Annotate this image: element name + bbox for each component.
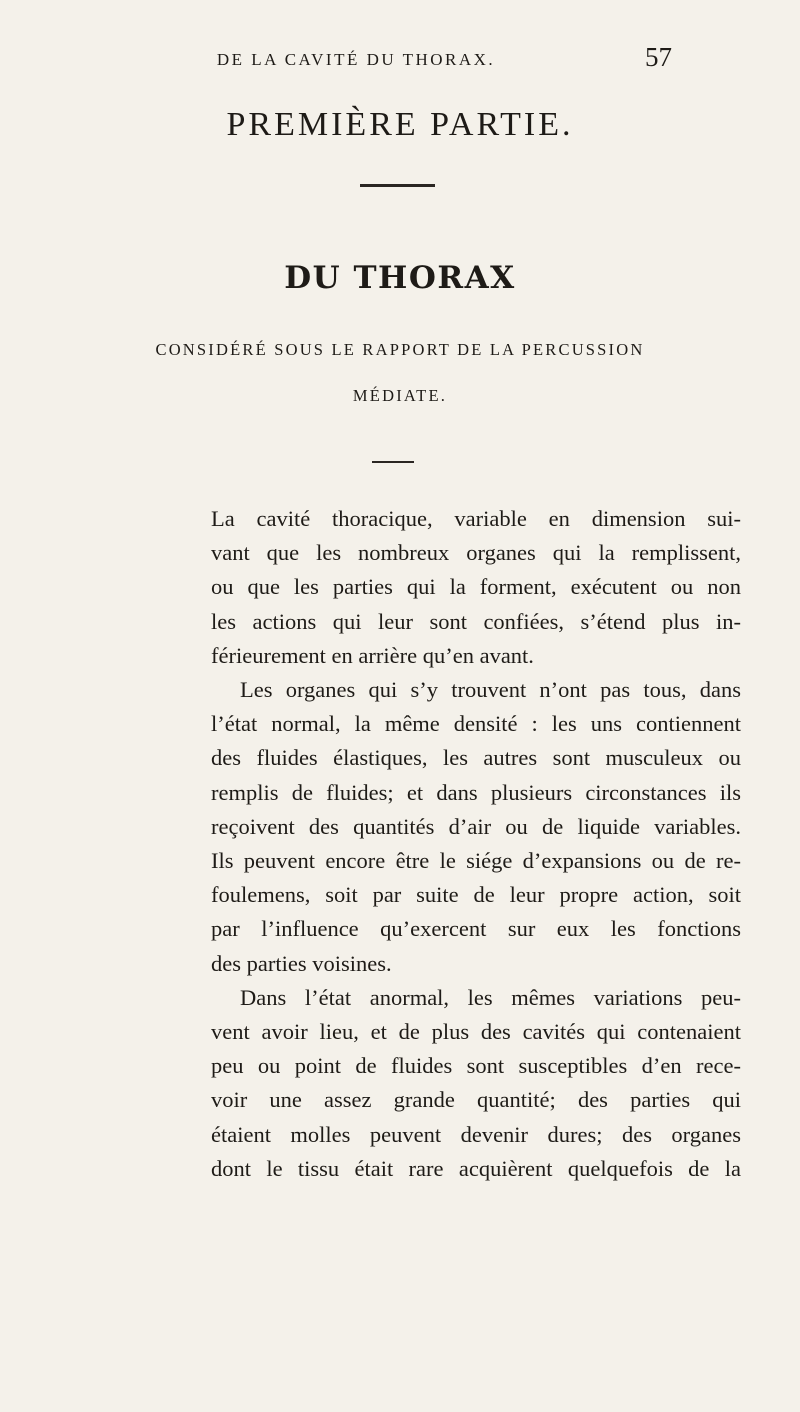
text-line: peu ou point de fluides sont susceptibles d’en rece- [211, 1053, 741, 1079]
running-head: DE LA CAVITÉ DU THORAX. [216, 50, 496, 69]
section-subtitle: CONSIDÉRÉ SOUS LE RAPPORT DE LA PERCUSSION [155, 340, 645, 359]
text-line: vant que les nombreux organes qui la remplissent, [211, 540, 741, 566]
text-line: férieurement en arrière qu’en avant. [211, 642, 534, 668]
text-line: reçoivent des quantités d’air ou de liquide variables. [211, 813, 741, 839]
text-line: étaient molles peuvent devenir dures; des organes [211, 1121, 741, 1147]
text-line: foulemens, soit par suite de leur propre action, soit [211, 882, 741, 908]
text-line: les actions qui leur sont confiées, s’étend plus in- [211, 608, 741, 634]
text-line: Dans l’état anormal, les mêmes variations peu- [240, 984, 741, 1010]
page-number: 57 [645, 42, 672, 72]
text-line: l’état normal, la même densité : les uns contiennent [211, 711, 741, 737]
text-line: des fluides élastiques, les autres sont musculeux ou [211, 745, 741, 771]
text-line: vent avoir lieu, et de plus des cavités qui contenaient [211, 1019, 741, 1045]
section-title: DU THORAX [284, 260, 516, 296]
part-title: PREMIÈRE PARTIE. [226, 106, 574, 143]
text-line: des parties voisines. [211, 950, 392, 976]
text-line: ou que les parties qui la forment, exécutent ou non [211, 574, 741, 600]
body-text [211, 502, 741, 1186]
text-line: Ils peuvent encore être le siége d’expansions ou de re- [211, 848, 741, 874]
text-line: par l’influence qu’exercent sur eux les fonctions [211, 916, 741, 942]
section-rule [372, 461, 414, 463]
text-line: dont le tissu était rare acquièrent quelquefois de la [211, 1155, 741, 1181]
text-line: Les organes qui s’y trouvent n’ont pas tous, dans [240, 677, 741, 703]
text-line: La cavité thoracique, variable en dimension sui- [211, 506, 741, 531]
text-line: remplis de fluides; et dans plusieurs circonstances ils [211, 779, 741, 805]
text-line: voir une assez grande quantité; des parties qui [211, 1087, 741, 1113]
section-subtitle-continued: MÉDIATE. [352, 386, 448, 405]
ornamental-rule [360, 184, 435, 187]
